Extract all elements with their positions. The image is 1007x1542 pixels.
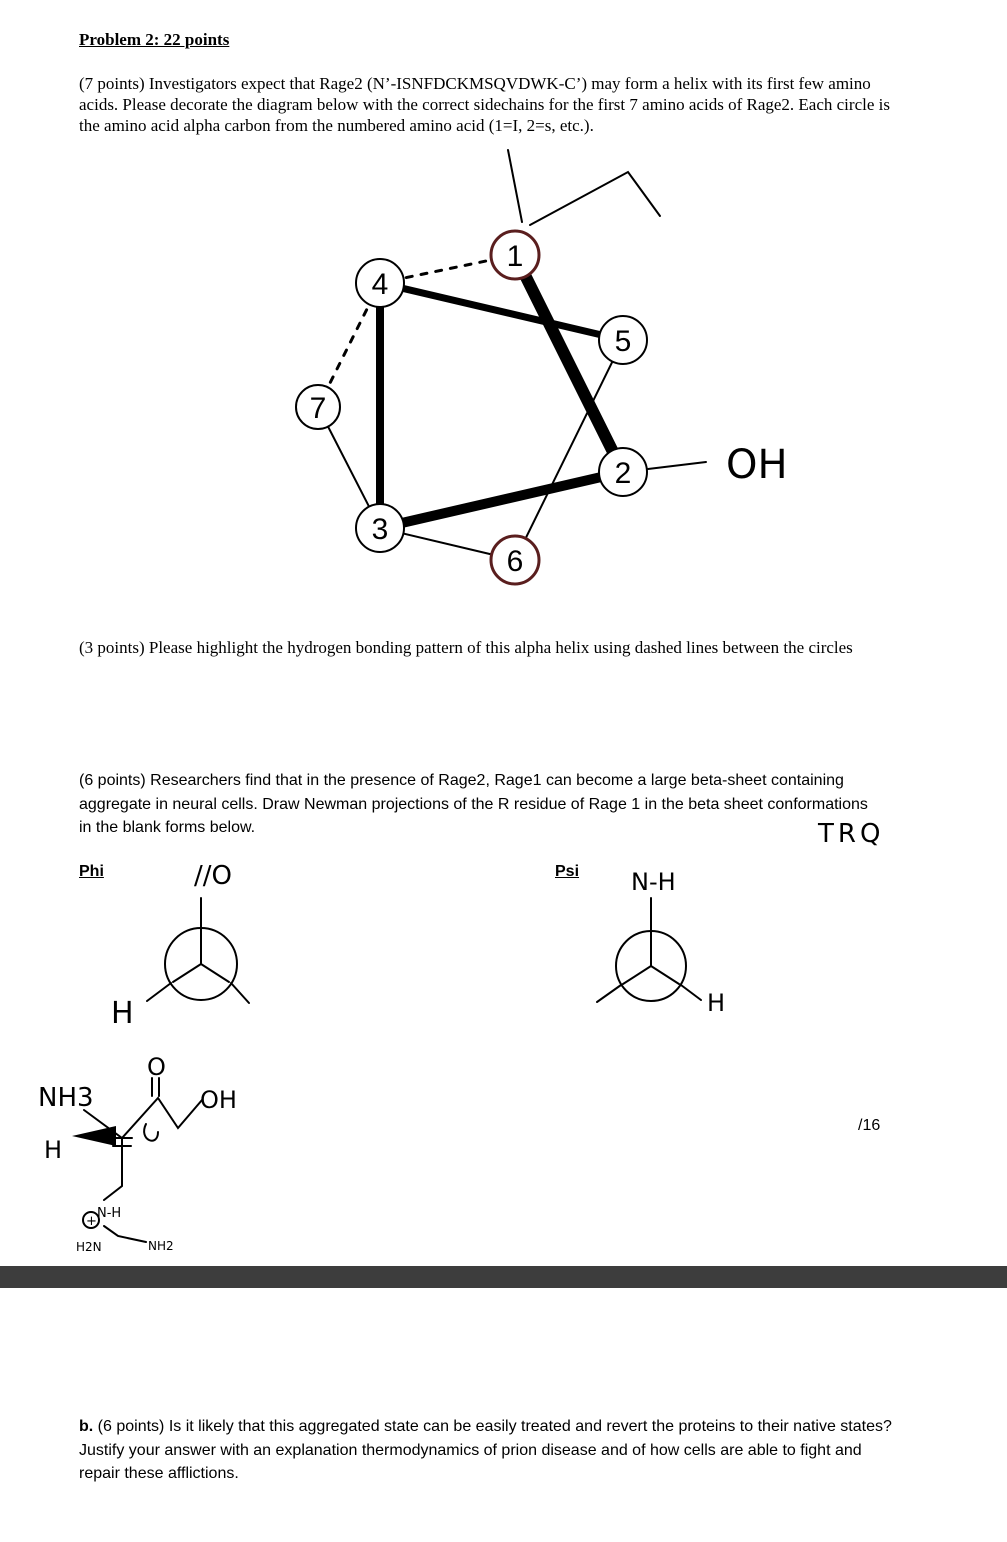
sidechain-1-sketch: [508, 150, 660, 225]
sketch-h: H: [44, 1136, 63, 1164]
residue-1: [491, 231, 539, 279]
problem-title: Problem 2: 22 points: [79, 30, 230, 49]
sidechain-2-oh: OH: [726, 442, 788, 488]
question-b-label: b.: [79, 1418, 94, 1435]
question-3-text: (6 points) Researchers find that in the presence of Rage2, Rage1 can become a large beta-sheet containing aggregate in neural cells. Draw Newman projections of the R residue of Rage 1 in the beta sheet conformations in the blank forms below.: [79, 772, 868, 836]
helical-wheel: [318, 150, 706, 560]
residue-5-label: 5: [614, 325, 632, 358]
sketch-nh: N-H: [97, 1206, 122, 1221]
residue-2: [599, 448, 647, 496]
backbone-4-5: [380, 283, 623, 340]
residue-5: [599, 316, 647, 364]
psi-top-nh: N-H: [631, 868, 676, 896]
question-b: [79, 1415, 899, 1486]
backbone-1-2: [515, 255, 623, 472]
backbone-2-3: [380, 472, 623, 528]
psi-label: Psi: [555, 863, 580, 880]
page-divider: [0, 1266, 1007, 1288]
score-text: /16: [858, 1117, 881, 1134]
psi-right-h: H: [707, 989, 726, 1017]
phi-top-group: //O: [194, 861, 232, 891]
residue-6: [491, 536, 539, 584]
sketch-wedge-bond: [72, 1126, 116, 1146]
residue-4-label: 4: [371, 268, 389, 301]
residue-7: [296, 385, 340, 429]
newman-psi: [597, 898, 701, 1002]
question-1-text: (7 points) Investigators expect that Rage2 (N’-ISNFDCKMSQVDWK-C’) may form a helix with its first few amino acids. Please decorate the diagram below with the correct sidechains for the first 7 amino acids of Rage2. Each circle is the amino acid alpha carbon from the numbered amino acid (1=I, 2=s, etc.).: [79, 74, 890, 135]
residue-6-label: 6: [506, 545, 524, 578]
residue-3: [356, 504, 404, 552]
residue-2-label: 2: [614, 457, 632, 490]
phi-label: Phi: [79, 863, 104, 880]
residue-4: [356, 259, 404, 307]
residue-1-label: 1: [506, 240, 524, 273]
sketch-oh: OH: [200, 1086, 237, 1114]
sketch-plus-charge: +: [86, 1214, 97, 1229]
phi-left-h: H: [111, 996, 134, 1031]
newman-phi: [147, 898, 249, 1003]
question-2-text: (3 points) Please highlight the hydrogen bonding pattern of this alpha helix using dashed lines between the circles: [79, 638, 853, 657]
sketch-h2n: H2N: [76, 1240, 102, 1254]
residue-7-label: 7: [309, 392, 327, 425]
sketch-nh3: NH3: [38, 1083, 94, 1113]
sketch-carbonyl-o: O: [147, 1053, 166, 1081]
question-b-text: (6 points) Is it likely that this aggregated state can be easily treated and revert the proteins to their native states? Justify your answer with an explanation thermodynamics of prion disease and of how cells are able to fight and repair these afflictions.: [79, 1418, 892, 1482]
sketch-nh2: NH2: [148, 1239, 174, 1253]
handwritten-trq: TRQ: [818, 819, 885, 849]
sidechain-2-line: [648, 462, 706, 469]
residue-3-label: 3: [371, 513, 389, 546]
